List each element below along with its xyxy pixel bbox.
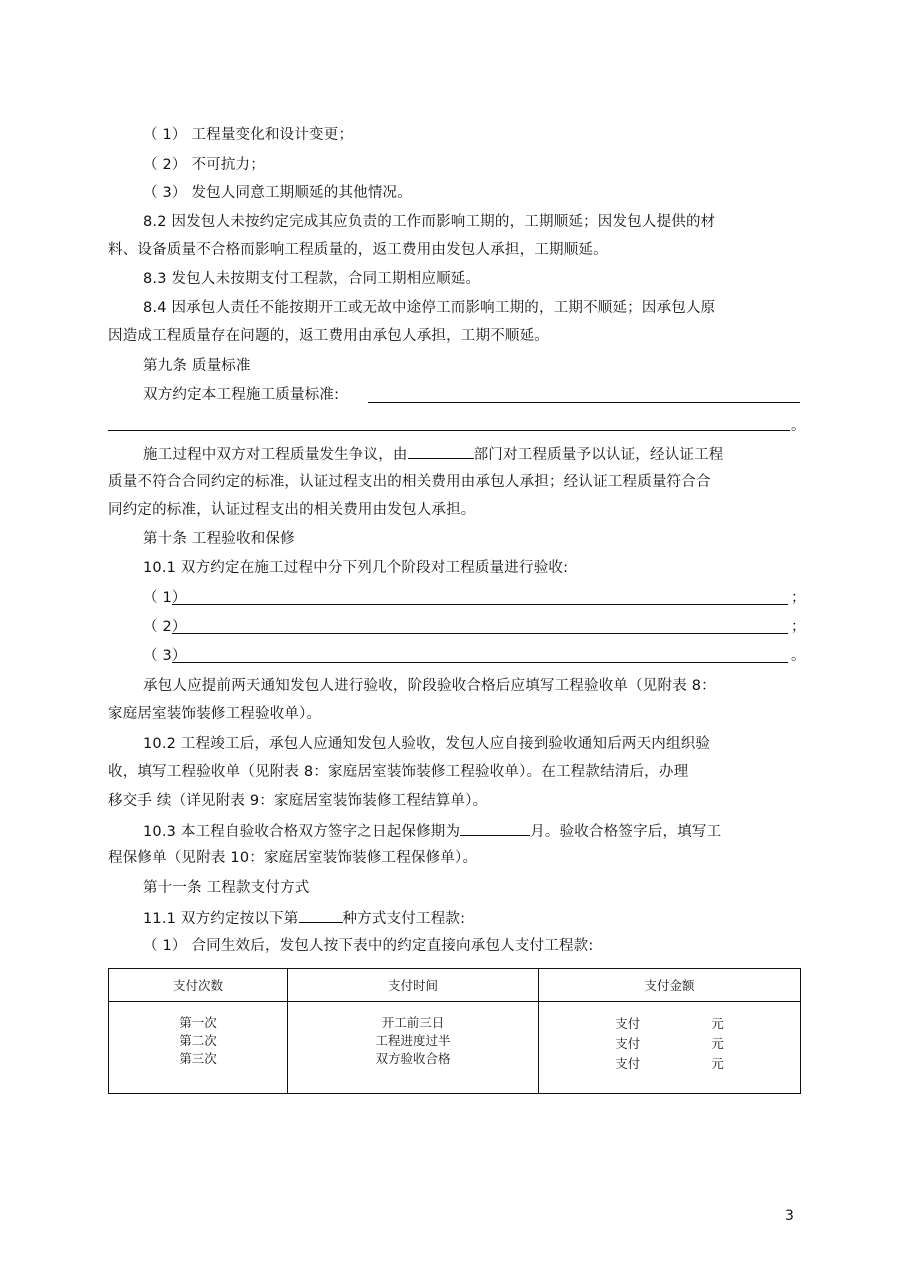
quality-standard-blank-2 <box>108 430 790 431</box>
clause-line: 料、设备质量不合格而影响工程质量的，返工费用由发包人承担，工期顺延。 <box>108 242 608 258</box>
clause-line: 收，填写工程验收单（见附表 8：家庭居室装饰装修工程验收单）。在工程款结清后，办理 <box>108 764 689 780</box>
stage-1-blank <box>172 604 788 605</box>
clause-line: 因造成工程质量存在问题的，返工费用由承包人承担，工期不顺延。 <box>108 328 549 344</box>
time-3: 双方验收合格 <box>375 1051 451 1066</box>
clause-line: （ 2） 不可抗力； <box>143 157 265 173</box>
clause-line: （ 1） 合同生效后，发包人按下表中的约定直接向承包人支付工程款: <box>143 938 594 954</box>
clause-line: 移交手 续（详见附表 9：家庭居室装饰装修工程结算单）。 <box>108 793 488 809</box>
clause-line: 家庭居室装饰装修工程验收单）。 <box>108 706 322 722</box>
stage-2-end: ； <box>791 619 806 635</box>
amount-3: 支付 元 <box>615 1056 724 1071</box>
stage-3-blank <box>172 662 788 663</box>
stage-2-label: （ 2） <box>143 619 187 635</box>
stage-2-blank <box>172 633 788 634</box>
amount-cell <box>539 1002 801 1094</box>
stage-3-label: （ 3） <box>143 648 187 664</box>
stage-3-end: 。 <box>791 648 806 664</box>
clause-line: 10.2 工程竣工后，承包人应通知发包人验收，发包人应自接到验收通知后两天内组织验 <box>143 736 711 752</box>
section-heading: 第九条 质量标准 <box>143 358 251 374</box>
header-installment: 支付次数 <box>109 969 288 1002</box>
department-blank <box>408 443 474 459</box>
time-2: 工程进度过半 <box>375 1033 451 1048</box>
clause-line: （ 3） 发包人同意工期顺延的其他情况。 <box>143 185 412 201</box>
clause-line: 同约定的标准，认证过程支出的相关费用由发包人承担。 <box>108 502 476 518</box>
time-cell <box>288 1002 539 1094</box>
clause-line: 10.1 双方约定在施工过程中分下列几个阶段对工程质量进行验收: <box>143 560 569 576</box>
table-header-row <box>109 969 801 1002</box>
time-1: 开工前三日 <box>381 1015 445 1030</box>
installment-2: 第二次 <box>179 1033 217 1048</box>
table-row <box>109 1002 801 1094</box>
page-number: 3 <box>785 1208 794 1224</box>
section-heading: 第十一条 工程款支付方式 <box>143 880 310 896</box>
clause-line: 施工过程中双方对工程质量发生争议，由 部门对工程质量予以认证，经认证工程 <box>143 443 724 465</box>
section-heading: 第十条 工程验收和保修 <box>143 531 295 547</box>
installment-3: 第三次 <box>179 1051 217 1066</box>
clause-line: 10.3 本工程自验收合格双方签字之日起保修期为 月。验收合格签字后，填写工 <box>143 820 721 842</box>
clause-line: 8.2 因发包人未按约定完成其应负责的工作而影响工期的，工期顺延；因发包人提供的材 <box>143 214 716 230</box>
clause-line: 11.1 双方约定按以下第 种方式支付工程款: <box>143 907 465 929</box>
installment-1: 第一次 <box>179 1015 217 1030</box>
installment-cell <box>109 1002 288 1094</box>
clause-line: 承包人应提前两天通知发包人进行验收，阶段验收合格后应填写工程验收单（见附表 8： <box>143 678 716 694</box>
header-amount: 支付金额 <box>539 969 801 1002</box>
clause-line: 8.4 因承包人责任不能按期开工或无故中途停工而影响工期的，工期不顺延；因承包人原 <box>143 300 716 316</box>
stage-1-end: ； <box>791 590 806 606</box>
quality-standard-label: 双方约定本工程施工质量标准: <box>143 387 340 403</box>
header-time: 支付时间 <box>288 969 539 1002</box>
amount-2: 支付 元 <box>615 1036 724 1051</box>
amount-1: 支付 元 <box>615 1016 724 1031</box>
warranty-months-blank <box>460 820 530 836</box>
clause-line: 程保修单（见附表 10：家庭居室装饰装修工程保修单）。 <box>108 850 478 866</box>
stage-1-label: （ 1） <box>143 590 187 606</box>
quality-standard-blank <box>368 402 800 403</box>
sentence-end: 。 <box>791 418 806 434</box>
clause-line: 8.3 发包人未按期支付工程款，合同工期相应顺延。 <box>143 271 481 287</box>
payment-method-blank <box>299 907 343 923</box>
clause-line: （ 1） 工程量变化和设计变更； <box>143 127 354 143</box>
clause-line: 质量不符合合同约定的标准，认证过程支出的相关费用由承包人承担；经认证工程质量符合合 <box>108 474 711 490</box>
payment-table <box>108 968 801 1094</box>
